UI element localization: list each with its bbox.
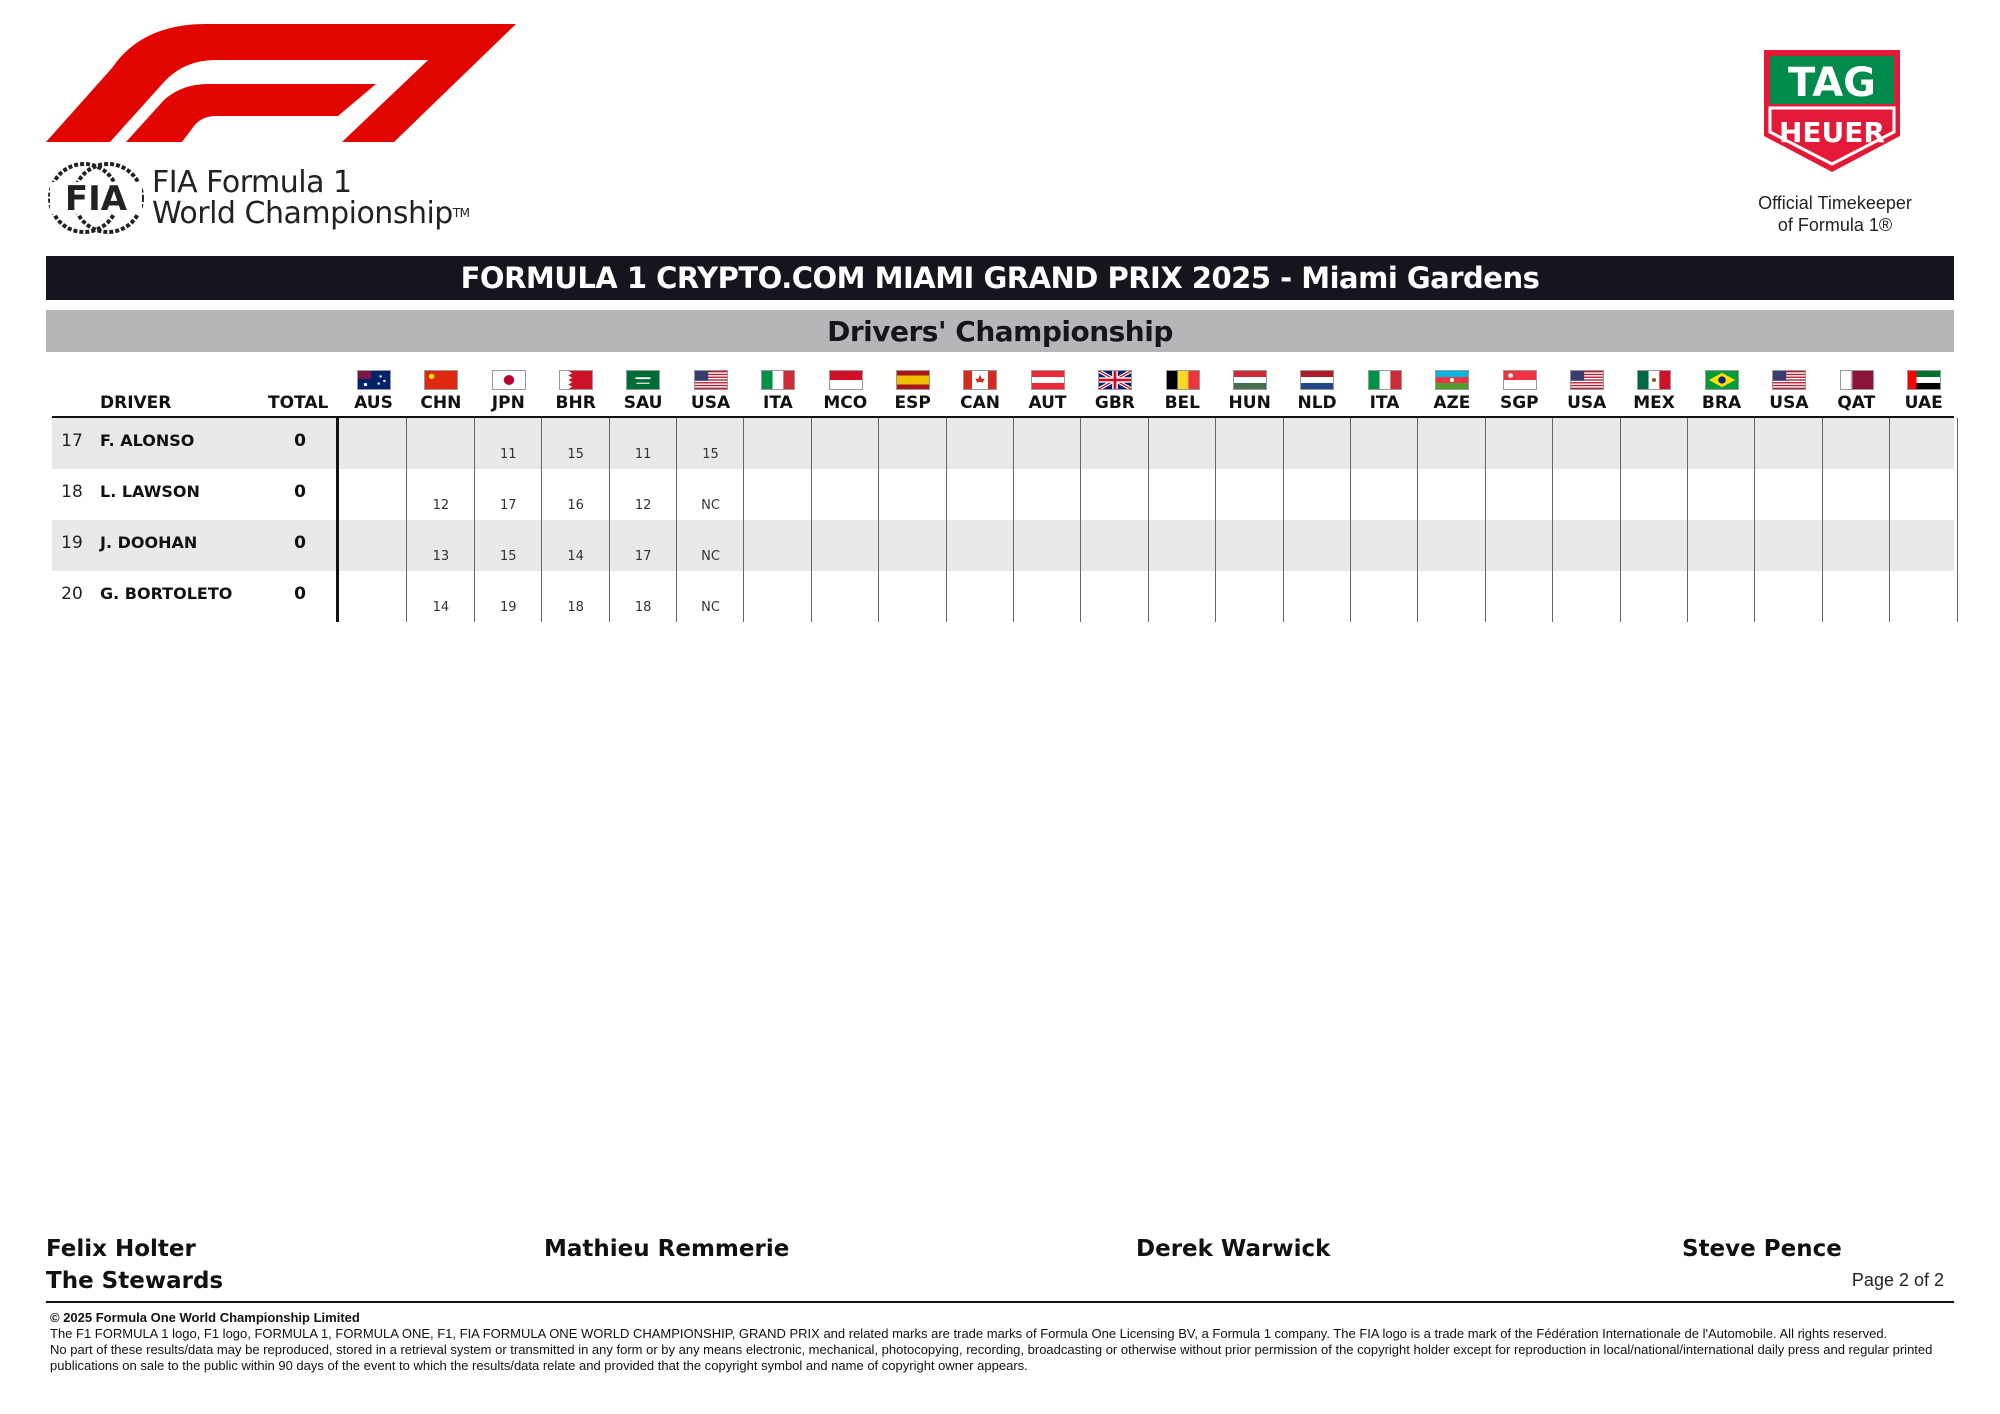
usa-flag-icon	[1772, 370, 1806, 390]
race-column-header: USA	[690, 393, 731, 413]
steward-signature: Felix Holter	[46, 1236, 196, 1262]
race-column-header: BRA	[1701, 393, 1742, 413]
race-column-header: BEL	[1164, 393, 1200, 413]
total-column-header: TOTAL	[268, 393, 329, 413]
fia-seal-text: FIA	[64, 179, 128, 219]
uae-flag-icon	[1907, 370, 1941, 390]
driver-position: 19	[61, 533, 83, 553]
race-result: 14	[432, 600, 450, 615]
netherlands-flag-icon	[1300, 370, 1334, 390]
steward-signature: Derek Warwick	[1136, 1236, 1331, 1262]
race-column-header: CHN	[420, 393, 462, 413]
race-result: 17	[500, 498, 517, 513]
race-column-header: AZE	[1433, 393, 1471, 413]
race-column-header: SGP	[1499, 393, 1539, 413]
race-column-header: USA	[1769, 393, 1809, 413]
japan-flag-icon	[492, 370, 526, 390]
race-column-header: UAE	[1904, 393, 1943, 413]
china-flag-icon	[424, 370, 458, 390]
column-divider	[1350, 418, 1351, 622]
race-column-header: JPN	[491, 393, 525, 413]
italy-flag-icon	[1368, 370, 1402, 390]
spain-flag-icon	[896, 370, 930, 390]
fia-line1: FIA Formula 1	[152, 165, 352, 200]
race-result: NC	[701, 600, 720, 615]
driver-total-points: 0	[294, 584, 306, 604]
mexico-flag-icon	[1637, 370, 1671, 390]
driver-position: 18	[61, 482, 83, 502]
driver-total-points: 0	[294, 431, 306, 451]
hungary-flag-icon	[1233, 370, 1267, 390]
race-column-header: AUT	[1028, 393, 1067, 413]
bahrain-flag-icon	[559, 370, 593, 390]
race-result: 17	[634, 549, 652, 564]
trademark-notice: The F1 FORMULA 1 logo, F1 logo, FORMULA 1, FORMULA ONE, F1, FIA FORMULA ONE WORLD CHAMPIONSHIP, GRAND PRIX and related marks are trade marks of Formula One Licensing BV, a Formula 1 company. The FIA logo is a trade mark of the Fédération Internationale de l'Automobile. All rights reserved.	[50, 1326, 1888, 1341]
timekeeper-line1: Official Timekeeper	[1758, 193, 1912, 213]
driver-column-header: DRIVER	[100, 393, 172, 413]
column-divider	[1148, 418, 1149, 622]
race-result: 18	[567, 600, 584, 615]
race-column-header: ESP	[894, 393, 931, 413]
race-result: 11	[634, 447, 652, 462]
canada-flag-icon	[963, 370, 997, 390]
heuer-word: HEUER	[1779, 116, 1885, 149]
tag-word: TAG	[1788, 60, 1876, 106]
race-result: 15	[567, 447, 584, 462]
driver-name: J. DOOHAN	[100, 533, 198, 552]
column-divider	[1283, 418, 1284, 622]
race-column-header: NLD	[1297, 393, 1337, 413]
copyright-line: © 2025 Formula One World Championship Limited	[50, 1310, 360, 1325]
race-column-header: HUN	[1228, 393, 1271, 413]
race-result: 16	[567, 498, 584, 513]
footer-divider	[46, 1301, 1954, 1303]
tag-heuer-logo	[1762, 48, 1902, 174]
fia-line2: World Championship	[152, 196, 453, 231]
fia-tm: TM	[452, 206, 470, 220]
race-column-header: ITA	[1369, 393, 1400, 413]
driver-name: F. ALONSO	[100, 431, 195, 450]
fia-logo	[46, 160, 470, 236]
qatar-flag-icon	[1840, 370, 1874, 390]
race-column-header: GBR	[1094, 393, 1135, 413]
column-divider	[1687, 418, 1688, 622]
page-number: Page 2 of 2	[1851, 1270, 1944, 1290]
total-divider	[336, 418, 339, 622]
race-column-header: QAT	[1837, 393, 1876, 413]
austria-flag-icon	[1031, 370, 1065, 390]
column-divider	[1485, 418, 1486, 622]
race-column-header: SAU	[623, 393, 663, 413]
race-result: NC	[701, 549, 720, 564]
race-column-header: AUS	[354, 393, 393, 413]
reproduction-notice: No part of these results/data may be reproduced, stored in a retrieval system or transmitted in any form or by any means electronic, mechanical, photocopying, recording, broadcasting or otherwise without prior permission of the copyright holder except for reproduction in local/national/international daily press and regular printed publications on sale to the public within 90 days of the event to which the results/data relate and provided that the copyright symbol and name of copyright owner appears.	[50, 1342, 1933, 1373]
column-divider	[406, 418, 407, 622]
race-result: 11	[500, 447, 517, 462]
column-divider	[1957, 418, 1958, 622]
race-result: 15	[500, 549, 517, 564]
uk-flag-icon	[1098, 370, 1132, 390]
timekeeper-caption	[1730, 192, 1940, 236]
race-result: NC	[701, 498, 720, 513]
race-column-header: BHR	[555, 393, 596, 413]
stewards-label: The Stewards	[46, 1268, 224, 1294]
column-divider	[1889, 418, 1890, 622]
usa-flag-icon	[694, 370, 728, 390]
column-divider	[1620, 418, 1621, 622]
column-divider	[1754, 418, 1755, 622]
monaco-flag-icon	[829, 370, 863, 390]
fia-wordmark	[152, 167, 470, 229]
column-divider	[946, 418, 947, 622]
australia-flag-icon	[357, 370, 391, 390]
driver-name: L. LAWSON	[100, 482, 200, 501]
race-result: 13	[432, 549, 450, 564]
italy-flag-icon	[761, 370, 795, 390]
belgium-flag-icon	[1166, 370, 1200, 390]
driver-position: 17	[61, 431, 83, 451]
steward-signature: Mathieu Remmerie	[544, 1236, 790, 1262]
column-divider	[1080, 418, 1081, 622]
race-column-header: USA	[1567, 393, 1607, 413]
race-column-header: MEX	[1633, 393, 1675, 413]
column-divider	[1552, 418, 1553, 622]
column-divider	[1215, 418, 1216, 622]
driver-total-points: 0	[294, 482, 306, 502]
race-column-header: MCO	[823, 393, 868, 413]
race-result: 12	[634, 498, 652, 513]
race-result: 15	[702, 447, 719, 462]
document-subtitle: Drivers' Championship	[46, 310, 1954, 352]
event-title: FORMULA 1 CRYPTO.COM MIAMI GRAND PRIX 2025 - Miami Gardens	[46, 256, 1954, 300]
timekeeper-line2: of Formula 1®	[1777, 215, 1893, 235]
column-divider	[1822, 418, 1823, 622]
brazil-flag-icon	[1705, 370, 1739, 390]
column-divider	[1417, 418, 1418, 622]
race-column-header: CAN	[960, 393, 1001, 413]
race-result: 19	[500, 600, 517, 615]
azerbaijan-flag-icon	[1435, 370, 1469, 390]
f1-logo	[46, 24, 516, 144]
column-divider	[878, 418, 879, 622]
column-divider	[811, 418, 812, 622]
singapore-flag-icon	[1503, 370, 1537, 390]
driver-position: 20	[61, 584, 83, 604]
race-result: 12	[432, 498, 450, 513]
race-result: 18	[634, 600, 652, 615]
driver-name: G. BORTOLETO	[100, 584, 233, 603]
saudi-arabia-flag-icon	[626, 370, 660, 390]
usa-flag-icon	[1570, 370, 1604, 390]
race-column-header: ITA	[763, 393, 793, 413]
race-result: 14	[567, 549, 584, 564]
steward-signature: Steve Pence	[1682, 1236, 1842, 1262]
legal-footer	[50, 1310, 1950, 1374]
column-divider	[1013, 418, 1014, 622]
driver-total-points: 0	[294, 533, 306, 553]
fia-seal-icon	[46, 160, 146, 236]
